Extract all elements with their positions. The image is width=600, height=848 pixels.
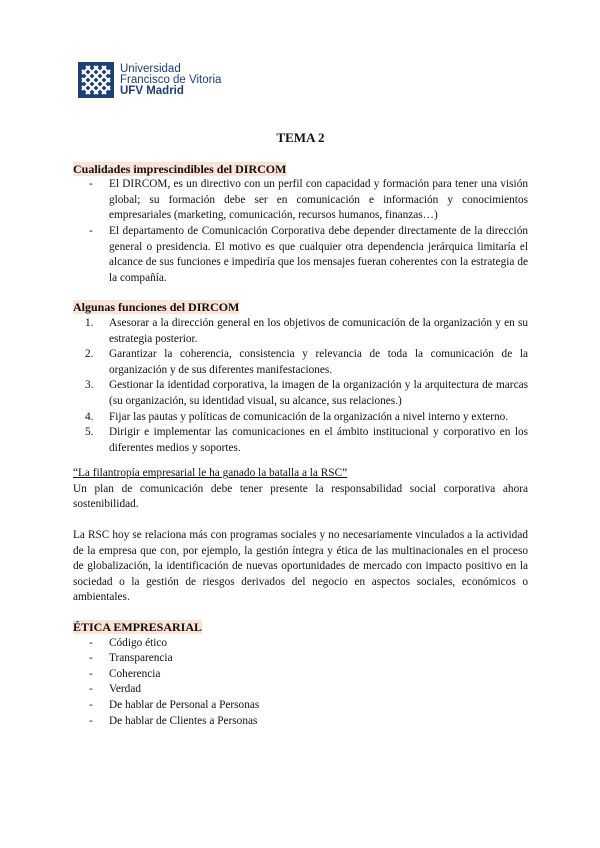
list-item: - Verdad <box>89 683 141 696</box>
list-item-text: Transparencia <box>109 652 173 665</box>
paragraph-plan: Un plan de comunicación debe tener presente la responsabilidad social corporativa ahora sostenibilidad. <box>73 482 528 511</box>
section-heading-etica <box>73 620 528 636</box>
ufv-logo-icon <box>78 62 114 98</box>
section-heading-text: Algunas funciones del DIRCOM <box>73 300 240 315</box>
logo-line-1: Universidad <box>120 62 181 75</box>
section-heading-text: Cualidades imprescindibles del DIRCOM <box>73 161 287 176</box>
list-item: - Código ético <box>89 636 168 649</box>
list-item-text: Gestionar la identidad corporativa, la imagen de la organización y la arquitectura de marcas (su organización, su identidad visual, su alcance, sus relaciones.) <box>109 379 528 407</box>
list-item: 4. Fijar las pautas y políticas de comunicación de la organización a nivel interno y externo. <box>85 410 509 423</box>
list-item: - Transparencia <box>89 652 173 665</box>
list-item-text: Dirigir e implementar las comunicaciones en el ámbito institucional y corporativo en los diferentes medios y soportes. <box>109 426 528 454</box>
section-heading-funciones <box>73 300 528 316</box>
list-item-text: Código ético <box>109 636 168 649</box>
logo-line-3: UFV Madrid <box>120 84 184 97</box>
list-item-text: El DIRCOM, es un directivo con un perfil con capacidad y formación para tener una visión global; su formación debe ser en comunicación e información y conocimientos empresariales (marketing, comunicación, recursos humanos, finanzas…) <box>109 178 528 222</box>
page-title: TEMA 2 <box>276 130 325 145</box>
list-item: 2. Garantizar la coherencia, consistencia y relevancia de toda la comunicación de la organización y de sus diferentes manifestaciones. <box>85 348 528 376</box>
paragraph-rsc: La RSC hoy se relaciona más con programas sociales y no necesariamente vinculados a la actividad de la empresa que con, por ejemplo, la gestión íntegra y ética de las multinacionales en el proceso de globalización, la identificación de nuevas oportunidades de mercado con impacto positivo en la sociedad o la gestión de riesgos derivados del negocio en aspectos sociales, económicos o ambientales. <box>73 529 528 604</box>
list-item: - El departamento de Comunicación Corporativa debe depender directamente de la dirección general o presidencia. El motivo es que cualquier otra dependencia jerárquica limitaría el alcance de sus funciones e impediría que los mensajes fueran coherentes con la estrategia de la compañía. <box>89 224 528 284</box>
logo-line-2: Francisco de Vitoria <box>120 73 222 86</box>
cualidades-list <box>73 177 528 286</box>
list-item-text: Garantizar la coherencia, consistencia y relevancia de toda la comunicación de la organización y de sus diferentes manifestaciones. <box>109 348 528 376</box>
list-item-text: Verdad <box>109 683 141 696</box>
list-item: - De hablar de Personal a Personas <box>89 699 260 711</box>
list-item-text: De hablar de Personal a Personas <box>109 699 260 711</box>
document-body <box>73 130 528 729</box>
list-item-text: Asesorar a la dirección general en los objetivos de comunicación de la organización y en su estrategia posterior. <box>109 316 528 345</box>
university-logo <box>78 60 221 100</box>
list-item: - De hablar de Clientes a Personas <box>89 714 258 727</box>
section-heading-text: ÉTICA EMPRESARIAL <box>73 620 203 635</box>
funciones-list <box>73 316 528 456</box>
list-item: - Coherencia <box>89 667 161 680</box>
list-item: 3. Gestionar la identidad corporativa, la imagen de la organización y la arquitectura de marcas (su organización, su identidad visual, su alcance, sus relaciones.) <box>85 379 528 407</box>
list-item-text: Fijar las pautas y políticas de comunicación de la organización a nivel interno y externo. <box>109 410 509 423</box>
quote-line: “La filantropía empresarial le ha ganado la batalla a la RSC” <box>73 467 348 480</box>
logo-text <box>120 64 221 97</box>
list-item-text: Coherencia <box>109 667 161 680</box>
section-heading-cualidades <box>73 162 528 178</box>
list-item-text: El departamento de Comunicación Corporativa debe depender directamente de la dirección general o presidencia. El motivo es que cualquier otra dependencia jerárquica limitaría el alcance de sus funciones e impediría que los mensajes fueran coherentes con la estrategia de la compañía. <box>109 224 528 284</box>
list-item: 5. Dirigir e implementar las comunicaciones en el ámbito institucional y corporativo en los diferentes medios y soportes. <box>85 426 528 454</box>
etica-list <box>73 636 528 730</box>
list-item: 1. Asesorar a la dirección general en los objetivos de comunicación de la organización y en su estrategia posterior. <box>85 316 528 345</box>
list-item: - El DIRCOM, es un directivo con un perfil con capacidad y formación para tener una visión global; su formación debe ser en comunicación e información y conocimientos empresariales (marketing, comunicación, recursos humanos, finanzas…) <box>89 178 528 222</box>
list-item-text: De hablar de Clientes a Personas <box>109 714 258 727</box>
